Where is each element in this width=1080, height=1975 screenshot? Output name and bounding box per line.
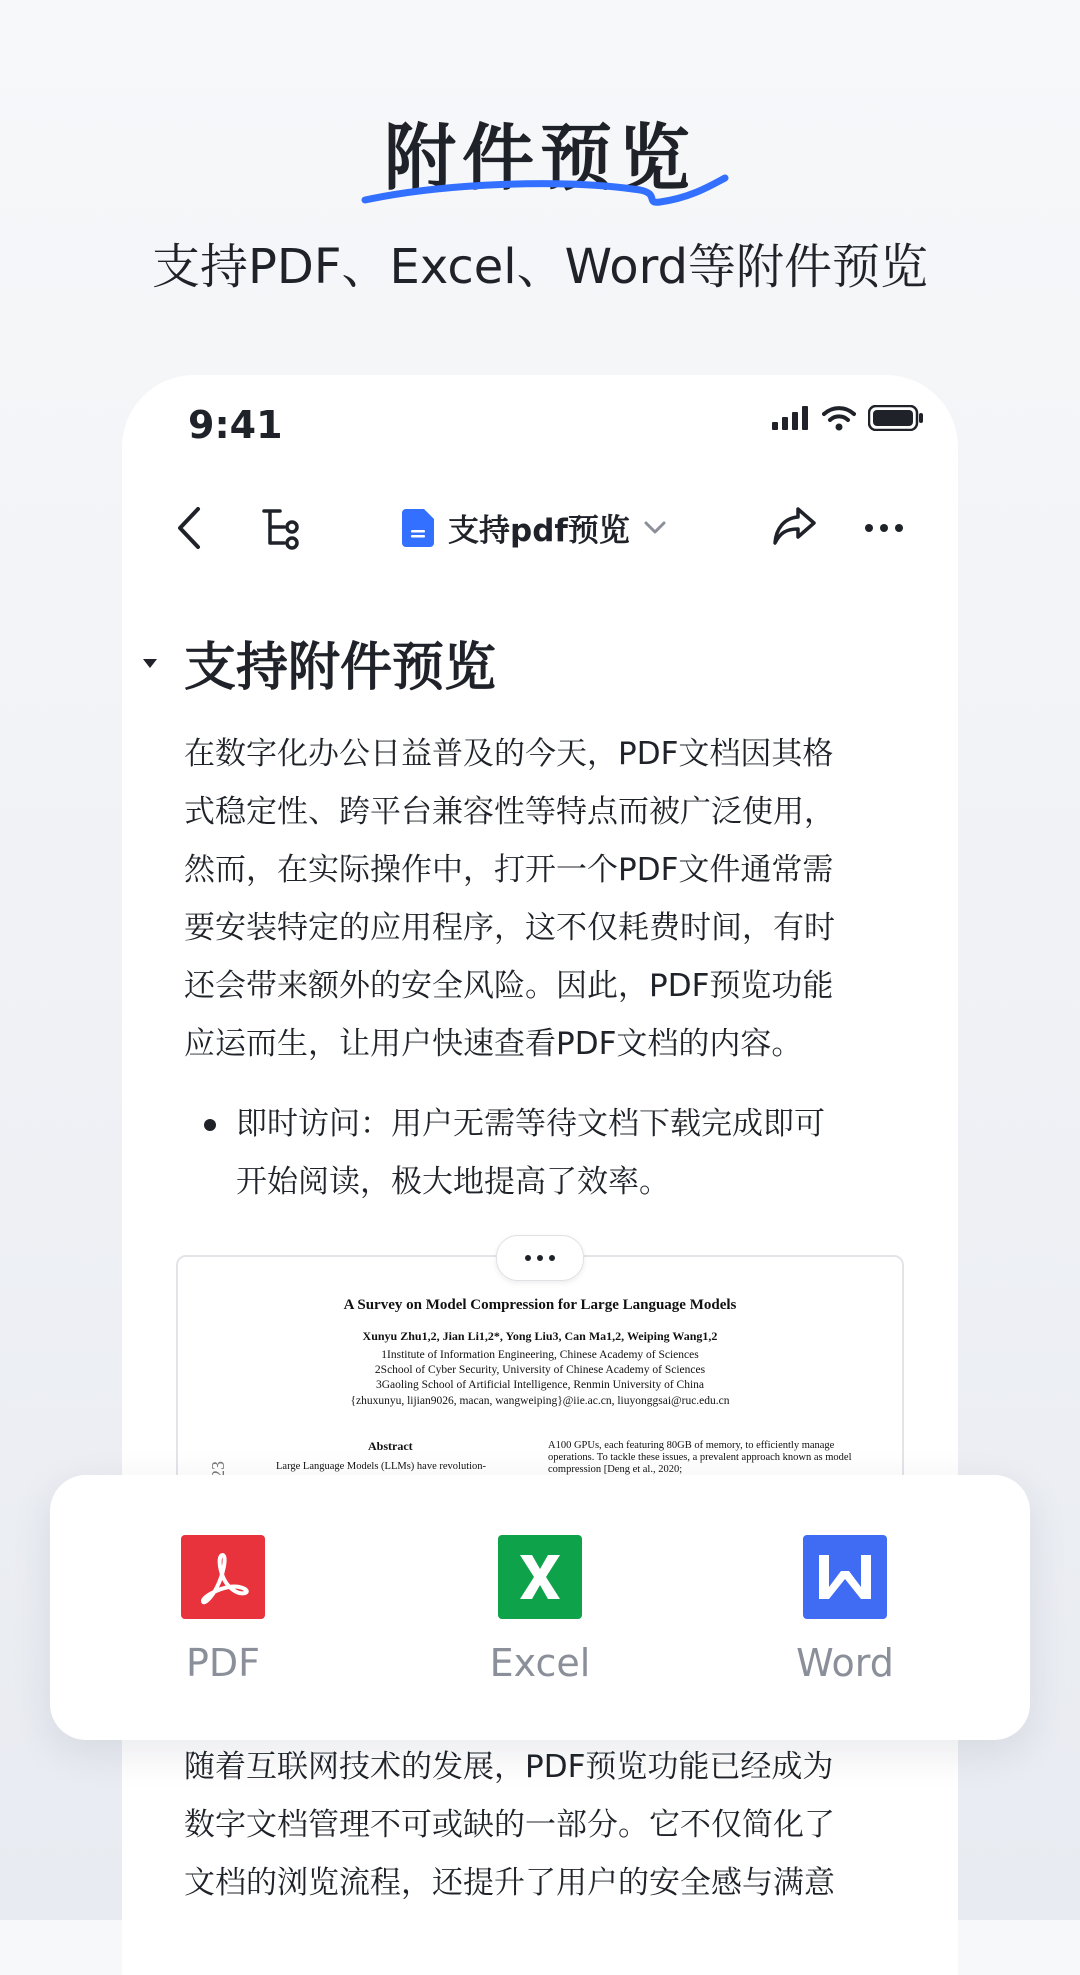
paragraph-line: 还会带来额外的安全风险。因此，PDF预览功能 bbox=[184, 968, 834, 1004]
more-icon[interactable] bbox=[864, 523, 904, 533]
collapse-caret-icon[interactable] bbox=[140, 653, 160, 673]
wifi-icon bbox=[822, 405, 856, 431]
doc-icon bbox=[402, 509, 434, 547]
bullet-item bbox=[204, 1095, 908, 1211]
paragraph-1 bbox=[184, 725, 908, 1073]
dot bbox=[549, 1255, 555, 1261]
bullet-line: 开始阅读，极大地提高了效率。 bbox=[236, 1164, 670, 1200]
word-w-glyph bbox=[815, 1551, 875, 1603]
doc-title: 支持pdf预览 bbox=[448, 513, 630, 549]
paragraph-2 bbox=[184, 1738, 908, 1912]
paragraph-line: 应运而生，让用户快速查看PDF文档的内容。 bbox=[184, 1026, 803, 1062]
hero-subtitle: 支持PDF、Excel、Word等附件预览 bbox=[151, 239, 929, 295]
title-underline-decoration bbox=[360, 168, 730, 218]
pdf-paper-title: A Survey on Model Compression for Large Language Models bbox=[343, 1297, 737, 1313]
bullet-line: 即时访问：用户无需等待文档下载完成即可 bbox=[236, 1106, 825, 1142]
dot bbox=[525, 1255, 531, 1261]
pdf-icon bbox=[181, 1535, 265, 1619]
hero-title: 附件预览 bbox=[383, 116, 696, 200]
paragraph-line: 随着互联网技术的发展，PDF预览功能已经成为 bbox=[184, 1749, 834, 1785]
file-type-pdf[interactable] bbox=[113, 1535, 333, 1685]
paragraph-line: 要安装特定的应用程序，这不仅耗费时间，有时 bbox=[184, 910, 835, 946]
pdf-attachment-preview[interactable] bbox=[176, 1255, 904, 1499]
chevron-down-icon bbox=[644, 521, 666, 535]
status-time: 9:41 bbox=[188, 403, 283, 447]
pdf-abstract-right: A100 GPUs, each featuring 80GB of memory, to efficiently manage operations. To tackle these issues, a prevalent approach known as model compression [Deng et al., 2020; bbox=[548, 1440, 852, 1475]
paragraph-line: 数字文档管理不可或缺的一部分。它不仅简化了 bbox=[184, 1807, 835, 1843]
file-type-label: PDF bbox=[185, 1641, 261, 1685]
file-type-excel[interactable] bbox=[430, 1535, 650, 1685]
dot bbox=[537, 1255, 543, 1261]
bullet-dot bbox=[204, 1119, 216, 1131]
outline-tree-icon[interactable] bbox=[260, 505, 304, 551]
excel-icon bbox=[498, 1535, 582, 1619]
pdf-acrobat-glyph bbox=[193, 1547, 253, 1607]
file-type-label: Word bbox=[796, 1641, 894, 1685]
bullet-text bbox=[236, 1095, 825, 1211]
share-icon[interactable] bbox=[772, 505, 818, 547]
paragraph-line: 在数字化办公日益普及的今天，PDF文档因其格 bbox=[184, 736, 834, 772]
pdf-abstract-left: Large Language Models (LLMs) have revolution- bbox=[276, 1461, 487, 1472]
top-nav bbox=[122, 485, 958, 575]
paragraph-line: 式稳定性、跨平台兼容性等特点而被广泛使用， bbox=[184, 794, 835, 830]
file-type-panel bbox=[50, 1475, 1030, 1740]
pdf-affiliation: 2School of Cyber Security, University of Chinese Academy of Sciences bbox=[374, 1364, 706, 1376]
doc-title-switcher[interactable] bbox=[402, 505, 666, 550]
pdf-paper-authors: Xunyu Zhu1,2, Jian Li1,2*, Yong Liu3, Can Ma1,2, Weiping Wang1,2 bbox=[362, 1329, 718, 1343]
attachment-more-button[interactable] bbox=[496, 1235, 584, 1281]
section-heading: 支持附件预览 bbox=[184, 638, 497, 698]
file-type-label: Excel bbox=[489, 1641, 591, 1685]
signal-icon bbox=[772, 406, 810, 430]
pdf-affiliation: {zhuxunyu, lijian9026, macan, wangweiping}@iie.ac.cn, liuyonggsai@ruc.edu.cn bbox=[350, 1395, 730, 1407]
paragraph-line: 然而，在实际操作中，打开一个PDF文件通常需 bbox=[184, 852, 834, 888]
word-icon bbox=[803, 1535, 887, 1619]
file-type-word[interactable] bbox=[735, 1535, 955, 1685]
pdf-abstract-heading: Abstract bbox=[368, 1439, 413, 1453]
excel-x-glyph bbox=[512, 1549, 568, 1605]
pdf-affiliation: 3Gaoling School of Artificial Intelligence, Renmin University of China bbox=[375, 1379, 704, 1391]
back-icon[interactable] bbox=[174, 505, 204, 551]
status-icons bbox=[772, 405, 924, 431]
pdf-affiliation: 1Institute of Information Engineering, Chinese Academy of Sciences bbox=[381, 1349, 699, 1361]
battery-icon bbox=[868, 405, 924, 431]
paragraph-line: 文档的浏览流程，还提升了用户的安全感与满意 bbox=[184, 1865, 835, 1901]
section-heading-row bbox=[140, 625, 496, 700]
